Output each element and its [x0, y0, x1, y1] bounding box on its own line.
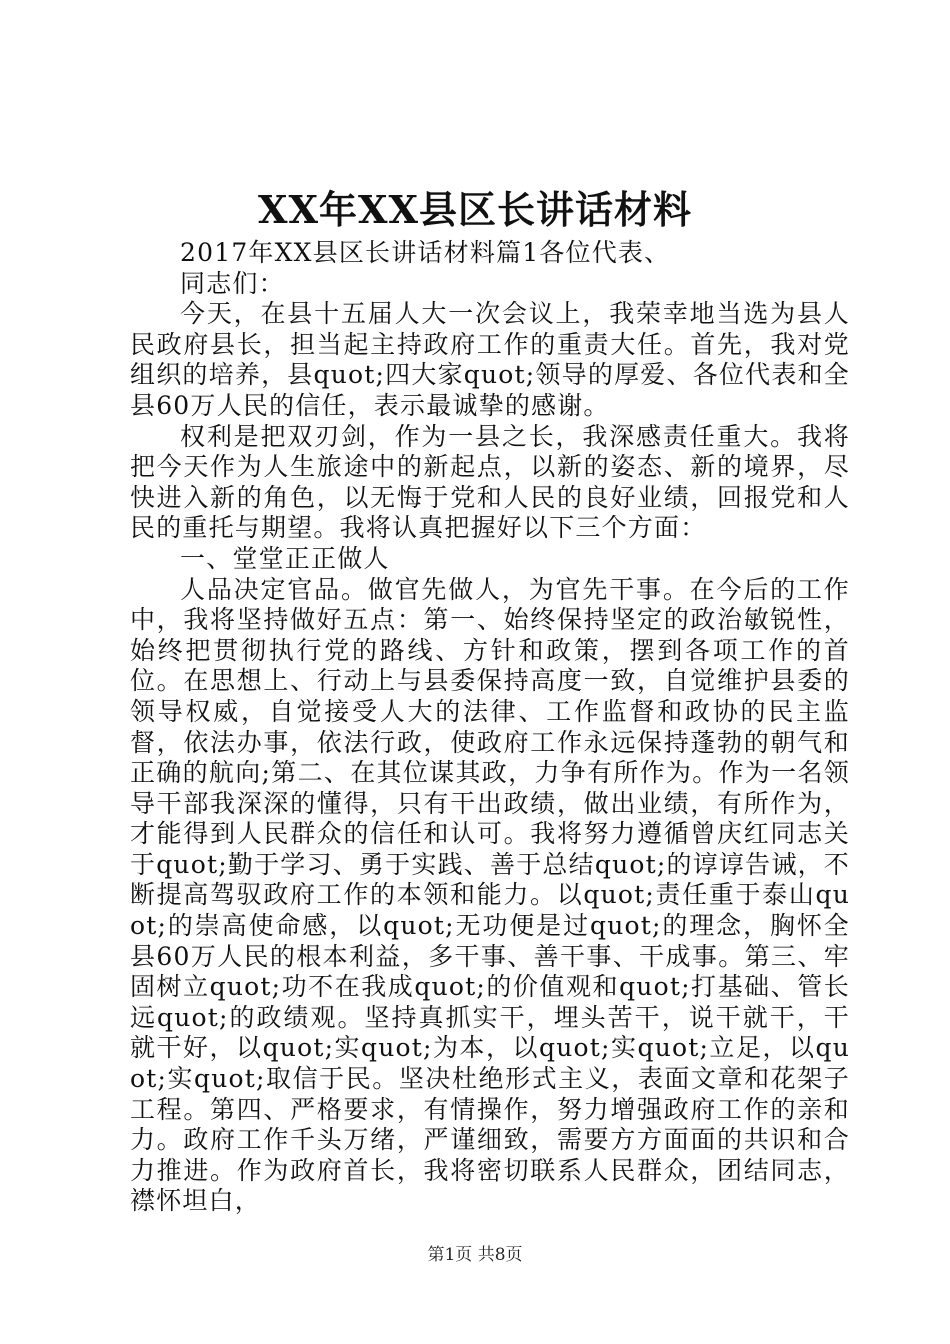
paragraph-greeting: 2017年XX县区长讲话材料篇1各位代表、: [180, 238, 671, 267]
document-title: XX年XX县区长讲话材料: [258, 187, 692, 232]
document-body: [130, 238, 850, 1217]
paragraph-salutation: 同志们：: [180, 268, 285, 298]
paragraph-opening: 今天，在县十五届人大一次会议上，我荣幸地当选为县人民政府县长，担当起主持政府工作的重责大任。首先，我对党组织的培养，县quot;四大家quot;领导的厚爱、各位代表和全县60万人民的信任，表示最诚挚的感谢。: [130, 299, 850, 420]
section-heading-1: 一、堂堂正正做人: [180, 543, 390, 573]
paragraph-responsibility: 权利是把双刃剑，作为一县之长，我深感责任重大。我将把今天作为人生旅途中的新起点，以新的姿态、新的境界，尽快进入新的角色，以无悔于党和人民的良好业绩，回报党和人民的重托与期望。我将认真把握好以下三个方面：: [130, 421, 850, 543]
page-footer: 第1页 共8页: [427, 1245, 523, 1265]
paragraph-section-1: 人品决定官品。做官先做人，为官先干事。在今后的工作中，我将坚持做好五点：第一、始终保持坚定的政治敏锐性，始终把贯彻执行党的路线、方针和政策，摆到各项工作的首位。在思想上、行动上与县委保持高度一致，自觉维护县委的领导权威，自觉接受人大的法律、工作监督和政协的民主监督，依法办事，依法行政，使政府工作永远保持蓬勃的朝气和正确的航向;第二、在其位谋其政，力争有所作为。作为一名领导干部我深深的懂得，只有干出政绩，做出业绩，有所作为，才能得到人民群众的信任和认可。我将努力遵循曾庆红同志关于quot;勤于学习、勇于实践、善于总结quot;的谆谆告诫，不断提高驾驭政府工作的本领和能力。以quot;责任重于泰山quot;的崇高使命感，以quot;无功便是过quot;的理念，胸怀全县60万人民的根本利益，多干事、善干事、干成事。第三、牢固树立quot;功不在我成quot;的价值观和quot;打基础、管长远quot;的政绩观。坚持真抓实干，埋头苦干，说干就干，干就干好，以quot;实quot;为本，以quot;实quot;立足，以quot;实quot;取信于民。坚决杜绝形式主义，表面文章和花架子工程。第四、严格要求，有情操作，努力增强政府工作的亲和力。政府工作千头万绪，严谨细致，需要方方面面的共识和合力推进。作为政府首长，我将密切联系人民群众，团结同志，襟怀坦白，: [130, 574, 850, 1216]
